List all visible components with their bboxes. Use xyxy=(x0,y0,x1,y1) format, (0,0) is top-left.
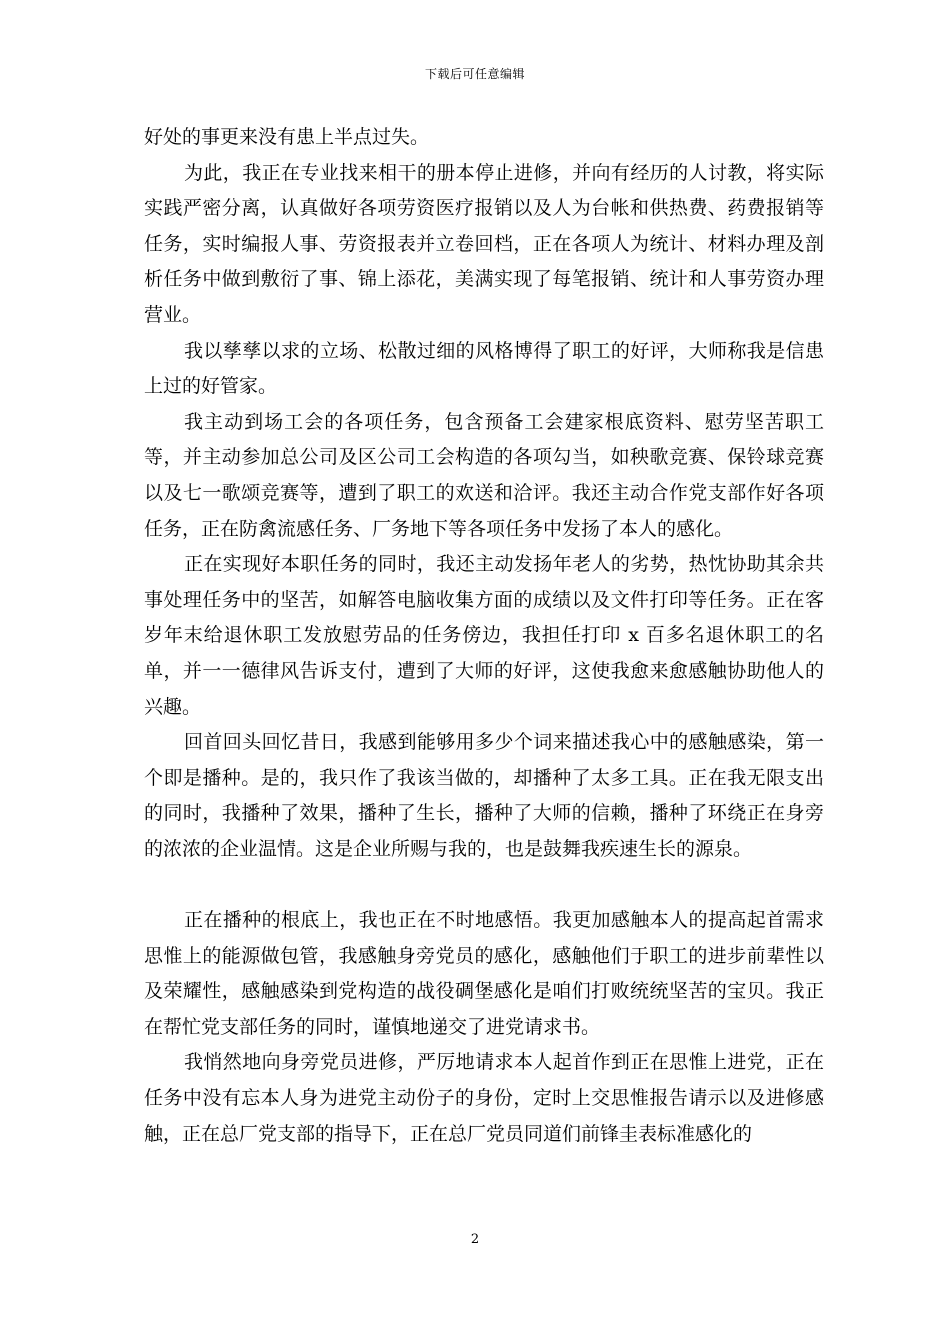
paragraph: 正在播种的根底上，我也正在不时地感悟。我更加感触本人的提高起首需求思惟上的能源做包管，我感触身旁党员的感化，感触他们于职工的进步前辈性以及荣耀性，感触感染到党构造的战役碉堡感化是咱们打败统统坚苦的宝贝。我正在帮忙党支部任务的同时，谨慎地递交了进党请求书。 xyxy=(144,909,824,1038)
paragraph: 我以孳孳以求的立场、松散过细的风格博得了职工的好评，大师称我是信患上过的好管家。 xyxy=(144,339,824,398)
paragraph: 我悄然地向身旁党员进修，严厉地请求本人起首作到正在思惟上进党，正在任务中没有忘本人身为进党主动份子的身份，定时上交思惟报告请示以及进修感触，正在总厂党支部的指导下，正在总厂党员同道们前锋圭表标准感化的 xyxy=(144,1051,824,1145)
paragraph-continuation: 好处的事更来没有患上半点过失。 xyxy=(144,126,430,148)
paragraph: 回首回头回忆昔日，我感到能够用多少个词来描述我心中的感触感染，第一个即是播种。是的，我只作了我该当做的，却播种了太多工具。正在我无限支出的同时，我播种了效果，播种了生长，播种了大师的信赖，播种了环绕正在身旁的浓浓的企业温情。这是企业所赐与我的，也是鼓舞我疾速生长的源泉。 xyxy=(144,731,824,860)
page-header: 下载后可任意编辑 xyxy=(424,67,525,81)
page-number: 2 xyxy=(470,1232,480,1247)
document-body xyxy=(144,120,824,1152)
blank-line xyxy=(144,867,824,903)
paragraph: 为此，我正在专业找来相干的册本停止进修，并向有经历的人讨教，将实际实践严密分离，认真做好各项劳资医疗报销以及人为台帐和供热费、药费报销等任务，实时编报人事、劳资报表并立卷回档，正在各项人为统计、材料办理及剖析任务中做到敷衍了事、锦上添花，美满实现了每笔报销、统计和人事劳资办理营业。 xyxy=(144,161,824,326)
paragraph: 正在实现好本职任务的同时，我还主动发扬年老人的劣势，热忱协助其余共事处理任务中的坚苦，如解答电脑收集方面的成绩以及文件打印等任务。正在客岁年末给退休职工发放慰劳品的任务傍边，我担任打印 x 百多名退休职工的名单，并一一德律风告诉支付，遭到了大师的好评，这使我愈来愈感触协助他人的兴趣。 xyxy=(144,553,824,718)
paragraph: 我主动到场工会的各项任务，包含预备工会建家根底资料、慰劳坚苦职工等，并主动参加总公司及区公司工会构造的各项勾当，如秧歌竞赛、保铃球竞赛以及七一歌颂竞赛等，遭到了职工的欢送和洽评。我还主动合作党支部作好各项任务，正在防禽流感任务、厂务地下等各项任务中发扬了本人的感化。 xyxy=(144,410,824,540)
